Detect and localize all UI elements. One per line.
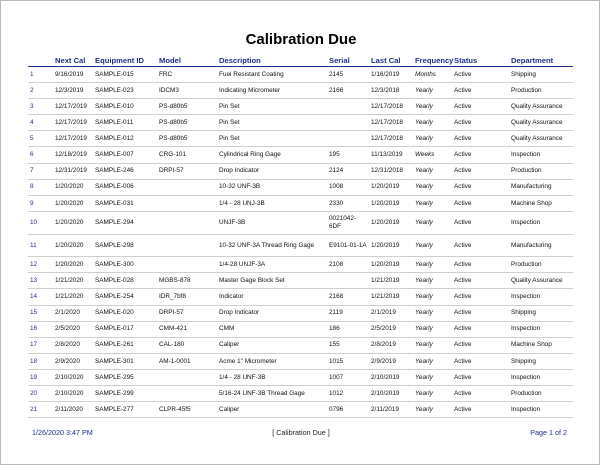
frequency-cell: Yearly	[413, 385, 452, 401]
column-header-department: Department	[509, 54, 573, 67]
equipment-id-cell: SAMPLE-294	[93, 211, 157, 234]
frequency-cell: Yearly	[413, 257, 452, 273]
column-header-equipment-id: Equipment ID	[93, 54, 157, 67]
table-row	[28, 234, 573, 257]
description-cell: 10-32 UNF-3A Thread Ring Gage	[217, 234, 327, 257]
row-index: 4	[28, 115, 53, 131]
column-header-status: Status	[452, 54, 509, 67]
frequency-cell: Months	[413, 67, 452, 83]
status-cell: Active	[452, 337, 509, 353]
table-row	[28, 147, 573, 163]
department-cell: Shipping	[509, 305, 573, 321]
table-row	[28, 99, 573, 115]
frequency-cell: Yearly	[413, 273, 452, 289]
next-cal-cell: 2/10/2020	[53, 369, 93, 385]
row-index: 16	[28, 321, 53, 337]
serial-cell: 1008	[327, 179, 369, 195]
frequency-cell: Yearly	[413, 131, 452, 147]
row-index: 17	[28, 337, 53, 353]
serial-cell: 1015	[327, 353, 369, 369]
status-cell: Active	[452, 131, 509, 147]
frequency-cell: Yearly	[413, 305, 452, 321]
model-cell	[157, 179, 217, 195]
model-cell: AM-1-0001	[157, 353, 217, 369]
equipment-id-cell: SAMPLE-261	[93, 337, 157, 353]
status-cell: Active	[452, 163, 509, 179]
column-header-model: Model	[157, 54, 217, 67]
frequency-cell: Yearly	[413, 402, 452, 418]
department-cell: Quality Assurance	[509, 99, 573, 115]
description-cell: Pin Set	[217, 99, 327, 115]
next-cal-cell: 2/11/2020	[53, 402, 93, 418]
status-cell: Active	[452, 99, 509, 115]
frequency-cell: Yearly	[413, 179, 452, 195]
serial-cell: 0796	[327, 402, 369, 418]
table-row	[28, 115, 573, 131]
department-cell: Inspection	[509, 402, 573, 418]
description-cell: Pin Set	[217, 115, 327, 131]
last-cal-cell: 12/17/2018	[369, 99, 413, 115]
status-cell: Active	[452, 369, 509, 385]
column-header-next-cal: Next Cal	[53, 54, 93, 67]
next-cal-cell: 2/1/2020	[53, 305, 93, 321]
equipment-id-cell: SAMPLE-277	[93, 402, 157, 418]
last-cal-cell: 2/10/2019	[369, 369, 413, 385]
last-cal-cell: 12/3/2018	[369, 83, 413, 99]
department-cell: Inspection	[509, 211, 573, 234]
last-cal-cell: 12/31/2018	[369, 163, 413, 179]
frequency-cell: Yearly	[413, 115, 452, 131]
department-cell: Manufacturing	[509, 179, 573, 195]
table-row	[28, 163, 573, 179]
serial-cell: 2108	[327, 257, 369, 273]
footer-page-number: Page 1 of 2	[530, 428, 567, 437]
equipment-id-cell: SAMPLE-298	[93, 234, 157, 257]
model-cell: CAL-180	[157, 337, 217, 353]
last-cal-cell: 2/5/2019	[369, 321, 413, 337]
serial-cell: 2145	[327, 67, 369, 83]
next-cal-cell: 2/8/2020	[53, 337, 93, 353]
department-cell: Inspection	[509, 321, 573, 337]
row-index: 21	[28, 402, 53, 418]
serial-cell: 2119	[327, 305, 369, 321]
equipment-id-cell: SAMPLE-010	[93, 99, 157, 115]
report-title: Calibration Due	[245, 31, 357, 48]
table-row	[28, 273, 573, 289]
next-cal-cell: 2/9/2020	[53, 353, 93, 369]
next-cal-cell: 12/31/2019	[53, 163, 93, 179]
equipment-id-cell: SAMPLE-023	[93, 83, 157, 99]
description-cell: Indicator	[217, 289, 327, 305]
column-header-frequency: Frequency	[415, 56, 454, 65]
row-index: 8	[28, 179, 53, 195]
equipment-id-cell: SAMPLE-301	[93, 353, 157, 369]
last-cal-cell: 1/16/2019	[369, 67, 413, 83]
equipment-id-cell: SAMPLE-299	[93, 385, 157, 401]
row-index: 15	[28, 305, 53, 321]
table-row	[28, 289, 573, 305]
table-row	[28, 257, 573, 273]
row-index: 18	[28, 353, 53, 369]
status-cell: Active	[452, 179, 509, 195]
row-index: 19	[28, 369, 53, 385]
equipment-id-cell: SAMPLE-246	[93, 163, 157, 179]
last-cal-cell: 2/8/2019	[369, 337, 413, 353]
row-index: 13	[28, 273, 53, 289]
department-cell: Production	[509, 257, 573, 273]
serial-cell	[327, 273, 369, 289]
equipment-id-cell: SAMPLE-017	[93, 321, 157, 337]
description-cell: Cylindrical Ring Gage	[217, 147, 327, 163]
status-cell: Active	[452, 234, 509, 257]
description-cell: Caliper	[217, 337, 327, 353]
frequency-cell: Yearly	[413, 369, 452, 385]
status-cell: Active	[452, 83, 509, 99]
department-cell: Quality Assurance	[509, 115, 573, 131]
model-cell: PS-d80b5	[157, 131, 217, 147]
equipment-id-cell: SAMPLE-011	[93, 115, 157, 131]
column-header-index	[28, 54, 53, 67]
row-index: 10	[28, 211, 53, 234]
description-cell: Indicating Micrometer	[217, 83, 327, 99]
row-index: 14	[28, 289, 53, 305]
row-index: 20	[28, 385, 53, 401]
last-cal-cell: 1/20/2019	[369, 234, 413, 257]
model-cell: IDR_7bf8	[157, 289, 217, 305]
table-row	[28, 353, 573, 369]
column-header-description: Description	[217, 54, 327, 67]
column-header-serial: Serial	[327, 54, 369, 67]
model-cell: FRC	[157, 67, 217, 83]
next-cal-cell: 12/17/2019	[53, 131, 93, 147]
row-index: 12	[28, 257, 53, 273]
table-row	[28, 385, 573, 401]
model-cell: DRPI-57	[157, 305, 217, 321]
department-cell: Inspection	[509, 147, 573, 163]
model-cell: CLPR-45f5	[157, 402, 217, 418]
last-cal-cell: 1/20/2019	[369, 179, 413, 195]
department-cell: Quality Assurance	[509, 131, 573, 147]
status-cell: Active	[452, 385, 509, 401]
frequency-cell: Yearly	[413, 195, 452, 211]
department-cell: Production	[509, 163, 573, 179]
next-cal-cell: 12/17/2019	[53, 99, 93, 115]
serial-cell: E9101-01-1A	[327, 234, 369, 257]
department-cell: Inspection	[509, 289, 573, 305]
model-cell: DRPI-57	[157, 163, 217, 179]
frequency-cell: Yearly	[413, 211, 452, 234]
frequency-cell: Weeks	[413, 147, 452, 163]
next-cal-cell: 1/21/2020	[53, 273, 93, 289]
equipment-id-cell: SAMPLE-007	[93, 147, 157, 163]
department-cell: Shipping	[509, 353, 573, 369]
serial-cell: 155	[327, 337, 369, 353]
status-cell: Active	[452, 273, 509, 289]
serial-cell: 2330	[327, 195, 369, 211]
next-cal-cell: 12/17/2019	[53, 115, 93, 131]
serial-cell	[327, 131, 369, 147]
department-cell: Inspection	[509, 369, 573, 385]
description-cell: Caliper	[217, 402, 327, 418]
status-cell: Active	[452, 115, 509, 131]
next-cal-cell: 12/18/2019	[53, 147, 93, 163]
status-cell: Active	[452, 402, 509, 418]
model-cell	[157, 257, 217, 273]
table-header-row	[28, 54, 573, 67]
row-index: 9	[28, 195, 53, 211]
equipment-id-cell: SAMPLE-300	[93, 257, 157, 273]
last-cal-cell: 12/17/2018	[369, 131, 413, 147]
row-index: 5	[28, 131, 53, 147]
description-cell: 1/4 - 28 UNF-3B	[217, 369, 327, 385]
table-row	[28, 369, 573, 385]
last-cal-cell: 12/17/2018	[369, 115, 413, 131]
model-cell	[157, 385, 217, 401]
row-index: 1	[28, 67, 53, 83]
model-cell: IDCM3	[157, 83, 217, 99]
model-cell	[157, 195, 217, 211]
model-cell: MGBS-878	[157, 273, 217, 289]
serial-cell: 1012	[327, 385, 369, 401]
next-cal-cell: 1/20/2020	[53, 257, 93, 273]
model-cell: PS-d80b5	[157, 99, 217, 115]
last-cal-cell: 2/10/2019	[369, 385, 413, 401]
model-cell: PS-d80b5	[157, 115, 217, 131]
last-cal-cell: 2/9/2019	[369, 353, 413, 369]
equipment-id-cell: SAMPLE-006	[93, 179, 157, 195]
row-index: 2	[28, 83, 53, 99]
status-cell: Active	[452, 147, 509, 163]
frequency-cell: Yearly	[413, 289, 452, 305]
next-cal-cell: 9/16/2019	[53, 67, 93, 83]
equipment-id-cell: SAMPLE-028	[93, 273, 157, 289]
table-row	[28, 211, 573, 234]
next-cal-cell: 2/10/2020	[53, 385, 93, 401]
table-row	[28, 321, 573, 337]
table-row	[28, 402, 573, 418]
column-header-last-cal: Last Cal	[369, 54, 413, 67]
table-row	[28, 337, 573, 353]
department-cell: Shipping	[509, 67, 573, 83]
equipment-id-cell: SAMPLE-015	[93, 67, 157, 83]
department-cell: Machine Shop	[509, 337, 573, 353]
equipment-id-cell: SAMPLE-295	[93, 369, 157, 385]
serial-cell: 0021042-6DF	[327, 211, 369, 234]
frequency-cell: Yearly	[413, 83, 452, 99]
department-cell: Machine Shop	[509, 195, 573, 211]
description-cell: UNJF-3B	[217, 211, 327, 234]
next-cal-cell: 1/20/2020	[53, 211, 93, 234]
description-cell: 5/16-24 UNF-3B Thread Gage	[217, 385, 327, 401]
serial-cell: 2166	[327, 83, 369, 99]
last-cal-cell: 1/20/2019	[369, 195, 413, 211]
next-cal-cell: 12/3/2019	[53, 83, 93, 99]
equipment-id-cell: SAMPLE-012	[93, 131, 157, 147]
status-cell: Active	[452, 195, 509, 211]
table-row	[28, 195, 573, 211]
status-cell: Active	[452, 257, 509, 273]
model-cell	[157, 369, 217, 385]
description-cell: 10-32 UNF-3B	[217, 179, 327, 195]
model-cell	[157, 234, 217, 257]
last-cal-cell: 2/11/2019	[369, 402, 413, 418]
status-cell: Active	[452, 211, 509, 234]
frequency-cell: Yearly	[413, 353, 452, 369]
department-cell: Production	[509, 385, 573, 401]
serial-cell: 2124	[327, 163, 369, 179]
next-cal-cell: 2/5/2020	[53, 321, 93, 337]
department-cell: Production	[509, 83, 573, 99]
row-index: 11	[28, 234, 53, 257]
description-cell: 1/4 - 28 UNJ-3B	[217, 195, 327, 211]
next-cal-cell: 1/20/2020	[53, 195, 93, 211]
serial-cell: 2168	[327, 289, 369, 305]
serial-cell: 186	[327, 321, 369, 337]
description-cell: CMM	[217, 321, 327, 337]
last-cal-cell: 1/21/2019	[369, 273, 413, 289]
status-cell: Active	[452, 289, 509, 305]
last-cal-cell: 11/13/2019	[369, 147, 413, 163]
description-cell: Drop Indicator	[217, 163, 327, 179]
description-cell: Acme 1" Micrometer	[217, 353, 327, 369]
status-cell: Active	[452, 305, 509, 321]
table-row	[28, 83, 573, 99]
status-cell: Active	[452, 321, 509, 337]
model-cell: CMM-421	[157, 321, 217, 337]
model-cell: CRG-101	[157, 147, 217, 163]
table-row	[28, 179, 573, 195]
serial-cell: 195	[327, 147, 369, 163]
model-cell	[157, 211, 217, 234]
serial-cell	[327, 115, 369, 131]
description-cell: Fuel Resistant Coating	[217, 67, 327, 83]
equipment-id-cell: SAMPLE-020	[93, 305, 157, 321]
department-cell: Manufacturing	[509, 234, 573, 257]
equipment-id-cell: SAMPLE-254	[93, 289, 157, 305]
status-cell: Active	[452, 353, 509, 369]
frequency-cell: Yearly	[413, 163, 452, 179]
row-index: 7	[28, 163, 53, 179]
table-row	[28, 131, 573, 147]
description-cell: 1/4-28 UNJF-3A	[217, 257, 327, 273]
last-cal-cell: 1/20/2019	[369, 257, 413, 273]
frequency-cell: Yearly	[413, 321, 452, 337]
frequency-cell: Yearly	[413, 99, 452, 115]
next-cal-cell: 1/20/2020	[53, 179, 93, 195]
last-cal-cell: 1/20/2019	[369, 211, 413, 234]
row-index: 6	[28, 147, 53, 163]
frequency-cell: Yearly	[413, 234, 452, 257]
frequency-cell: Yearly	[413, 337, 452, 353]
description-cell: Pin Set	[217, 131, 327, 147]
last-cal-cell: 1/21/2019	[369, 289, 413, 305]
table-row	[28, 67, 573, 83]
calibration-table	[28, 54, 573, 418]
equipment-id-cell: SAMPLE-031	[93, 195, 157, 211]
next-cal-cell: 1/20/2020	[53, 234, 93, 257]
description-cell: Master Gage Block Set	[217, 273, 327, 289]
department-cell: Quality Assurance	[509, 273, 573, 289]
next-cal-cell: 1/21/2020	[53, 289, 93, 305]
serial-cell	[327, 99, 369, 115]
serial-cell: 1007	[327, 369, 369, 385]
status-cell: Active	[452, 67, 509, 83]
last-cal-cell: 2/1/2019	[369, 305, 413, 321]
footer-timestamp: 1/26/2020 3:47 PM	[32, 428, 93, 437]
footer-report-name: [ Calibration Due ]	[272, 428, 330, 437]
description-cell: Drop Indicator	[217, 305, 327, 321]
row-index: 3	[28, 99, 53, 115]
table-row	[28, 305, 573, 321]
